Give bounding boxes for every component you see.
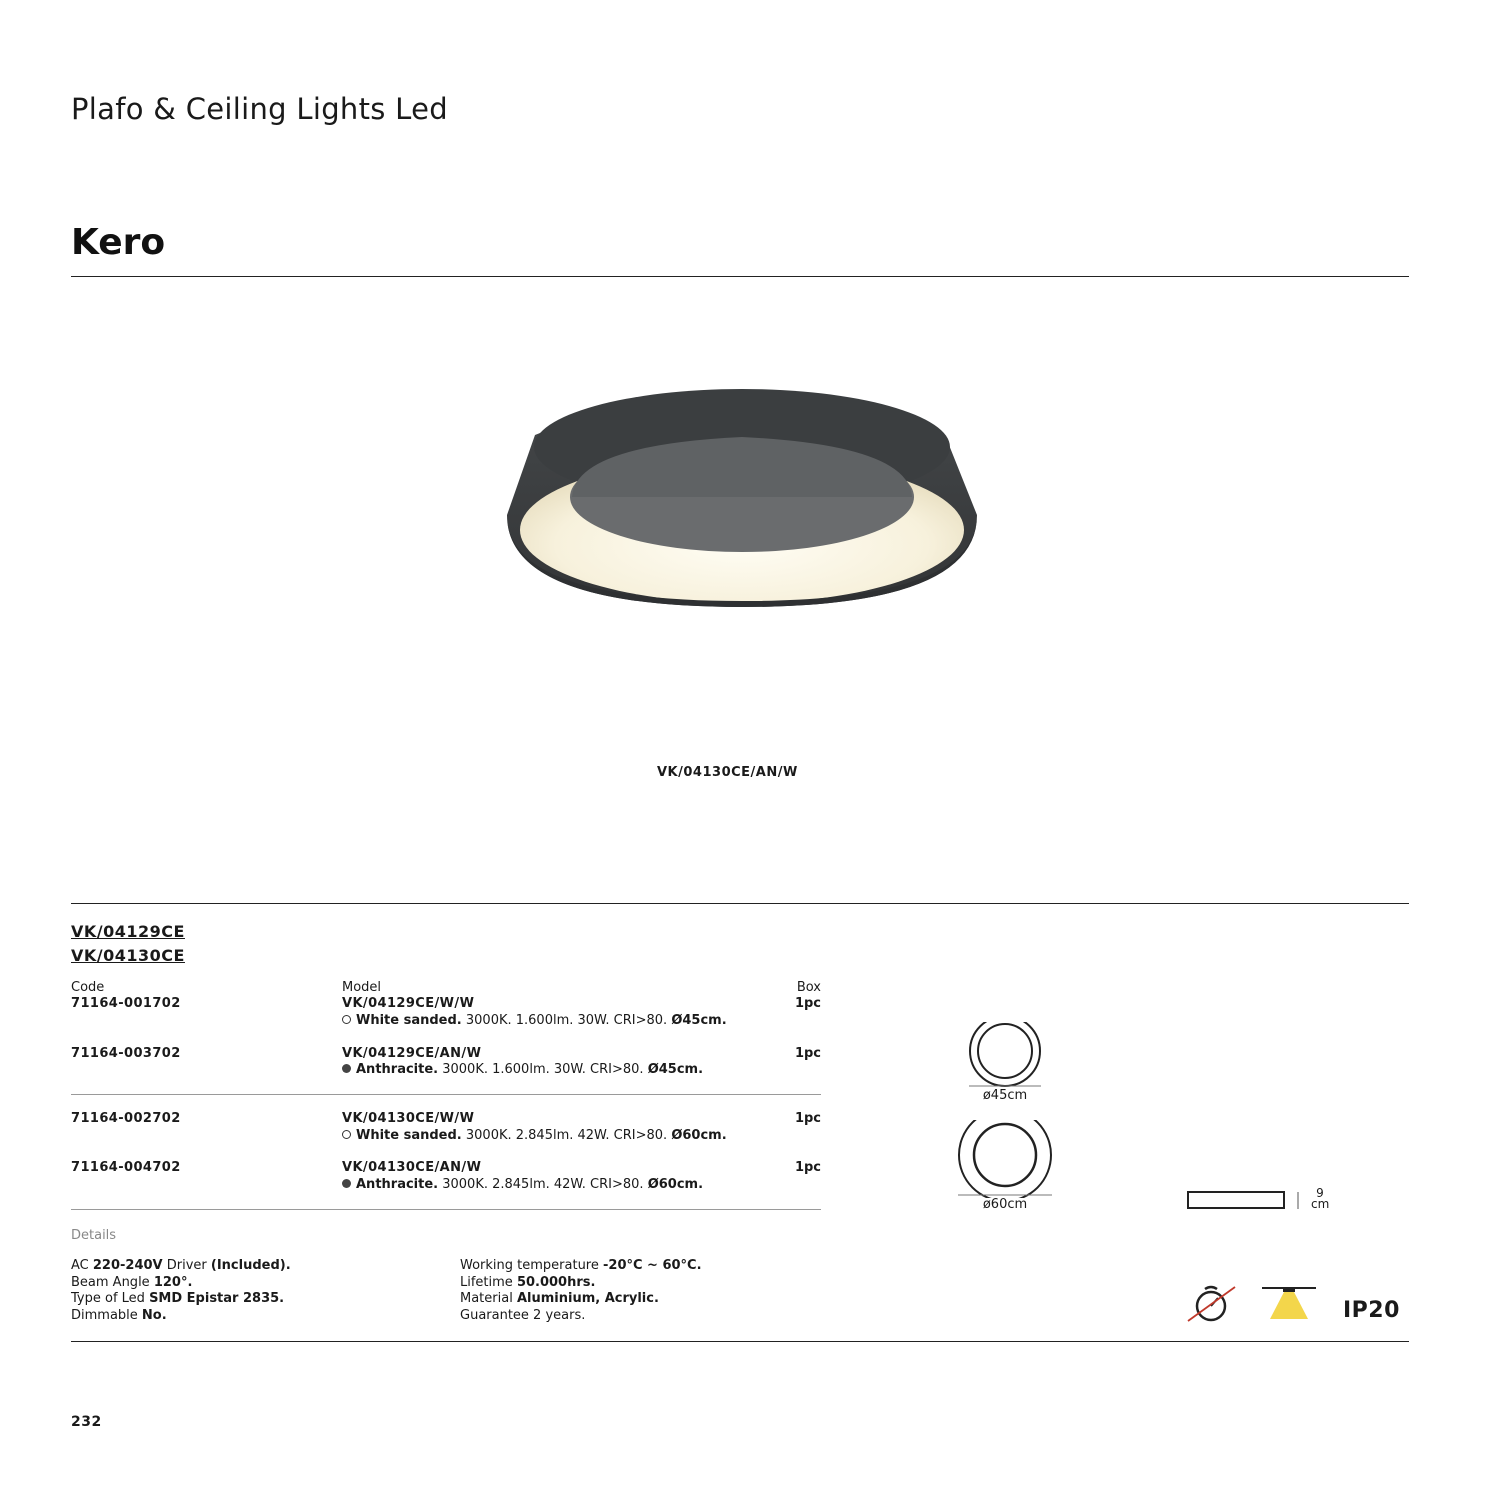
row-description: Anthracite. 3000K. 1.600lm. 30W. CRI>80. Ø45cm. (342, 1062, 703, 1077)
ip-rating-badge: IP20 (1343, 1298, 1400, 1323)
row-description: White sanded. 3000K. 1.600lm. 30W. CRI>80. Ø45cm. (342, 1013, 727, 1028)
spec-driver: AC 220-240V Driver (Included). (71, 1258, 291, 1273)
row-code: 71164-001702 (71, 996, 181, 1011)
row-model: VK/04130CE/W/W (342, 1111, 475, 1126)
model-heading-1: VK/04129CE (71, 922, 185, 941)
row-code: 71164-004702 (71, 1160, 181, 1175)
height-value: 9 (1316, 1186, 1324, 1200)
anthracite-finish-swatch (342, 1179, 351, 1188)
product-title: Kero (71, 222, 166, 263)
row-code: 71164-002702 (71, 1111, 181, 1126)
row-description: White sanded. 3000K. 2.845lm. 42W. CRI>80. Ø60cm. (342, 1128, 727, 1143)
category-title: Plafo & Ceiling Lights Led (71, 92, 448, 126)
table-divider (71, 1209, 821, 1210)
column-code: Code (71, 980, 105, 995)
spec-led-type: Type of Led SMD Epistar 2835. (71, 1291, 285, 1307)
row-box: 1pc (794, 996, 821, 1011)
row-box: 1pc (794, 1111, 821, 1126)
spec-beam-angle: Beam Angle 120°. (71, 1274, 193, 1290)
details-label: Details (71, 1228, 117, 1243)
product-image-caption: VK/04130CE/AN/W (657, 765, 798, 780)
white-finish-swatch (342, 1130, 351, 1139)
header-divider (71, 276, 1409, 277)
row-box: 1pc (794, 1046, 821, 1061)
height-unit: cm (1311, 1197, 1330, 1211)
table-divider (71, 1094, 821, 1095)
row-description: Anthracite. 3000K. 2.845lm. 42W. CRI>80. Ø60cm. (342, 1177, 703, 1192)
row-model: VK/04130CE/AN/W (342, 1160, 482, 1175)
small-diameter-label: ø45cm (982, 1088, 1028, 1103)
spec-lifetime: Lifetime 50.000hrs. (460, 1274, 596, 1290)
row-box: 1pc (794, 1160, 821, 1175)
large-diameter-drawing (953, 1120, 1057, 1198)
column-box: Box (796, 980, 821, 995)
model-heading-2: VK/04130CE (71, 946, 185, 965)
height-profile-drawing (1186, 1190, 1306, 1212)
column-model: Model (342, 980, 382, 995)
page-number: 232 (71, 1414, 102, 1430)
product-image (495, 375, 990, 620)
row-model: VK/04129CE/W/W (342, 996, 475, 1011)
large-diameter-label: ø60cm (982, 1197, 1028, 1212)
spec-working-temperature: Working temperature -20°C ~ 60°C. (460, 1258, 702, 1273)
anthracite-finish-swatch (342, 1064, 351, 1073)
white-finish-swatch (342, 1015, 351, 1024)
spec-dimmable: Dimmable No. (71, 1307, 167, 1323)
row-model: VK/04129CE/AN/W (342, 1046, 482, 1061)
details-right-column (460, 1258, 702, 1324)
small-diameter-drawing (965, 1022, 1045, 1090)
downlight-beam-icon (1260, 1285, 1318, 1321)
dimmer-crossed-icon (1185, 1284, 1237, 1324)
footer-divider (71, 1341, 1409, 1342)
spec-material: Material Aluminium, Acrylic. (460, 1291, 659, 1307)
details-left-column (71, 1258, 291, 1324)
spec-guarantee: Guarantee 2 years. (460, 1307, 586, 1323)
section-divider (71, 903, 1409, 904)
row-code: 71164-003702 (71, 1046, 181, 1061)
